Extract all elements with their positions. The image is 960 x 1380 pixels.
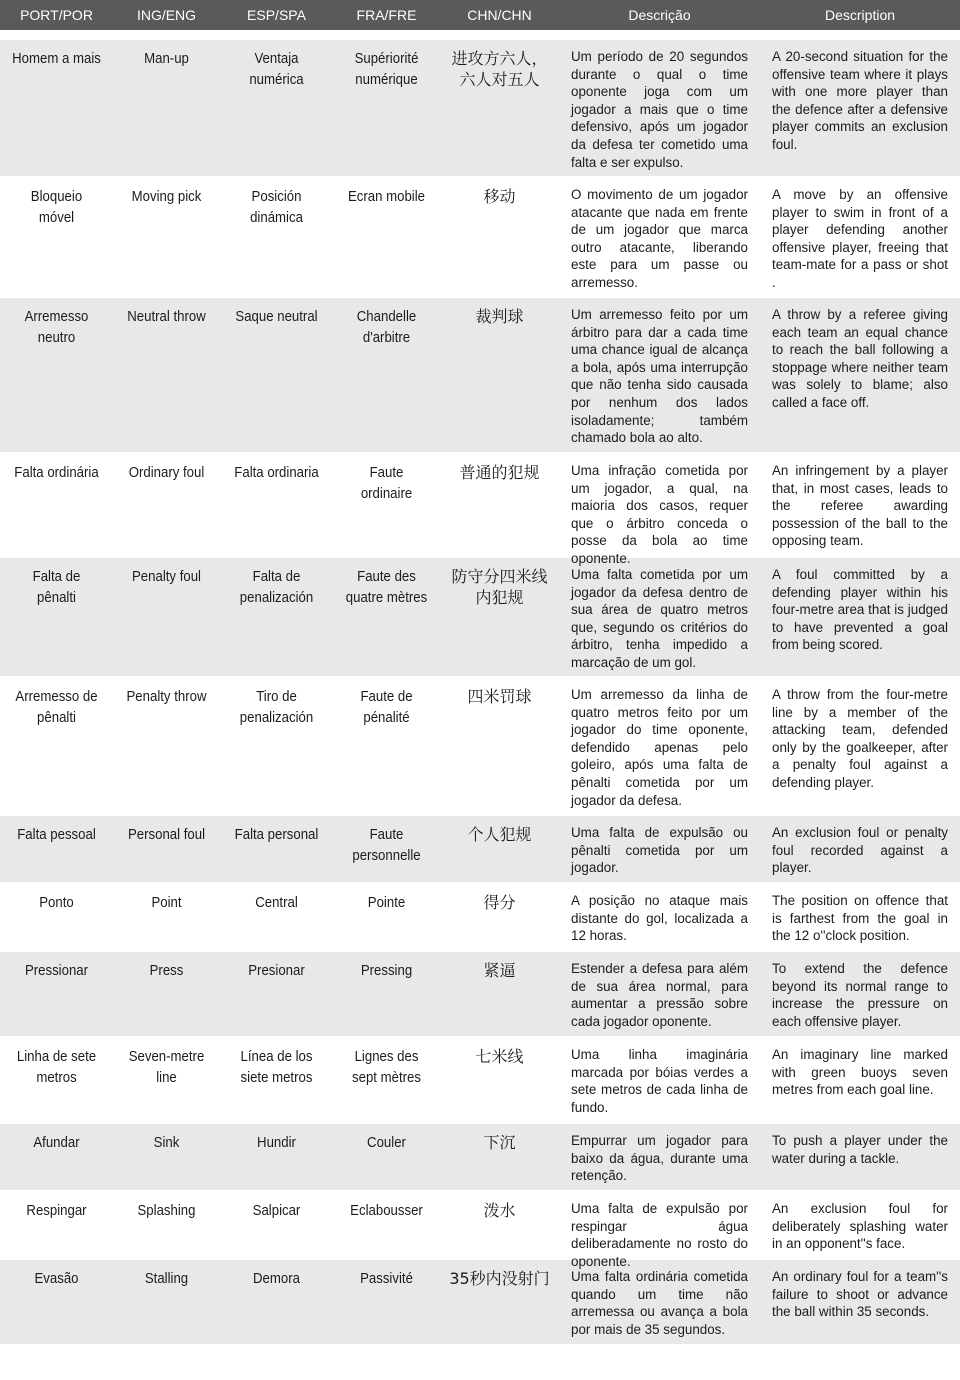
term-french: Faute personnelle	[352, 826, 421, 864]
header-port: PORT/POR	[20, 7, 93, 23]
term-french: Ecran mobile	[347, 188, 426, 205]
term-french: Faute de pénalité	[360, 688, 413, 726]
header-description: Description	[824, 7, 896, 23]
description-english: A move by an offensive player to swim in front of a player defending another offensive player, freeing that team-mate for a pass or shot .	[772, 187, 948, 290]
term-chinese: 裁判球	[475, 307, 524, 326]
term-portuguese: Falta de pênalti	[32, 568, 81, 606]
term-spanish: Ventaja numérica	[249, 50, 304, 88]
table-row	[0, 1192, 960, 1269]
term-portuguese: Afundar	[33, 1134, 80, 1151]
table-row	[0, 1260, 960, 1346]
term-french: Supériorité numérique	[354, 50, 419, 88]
term-spanish: Falta personal	[234, 826, 319, 843]
term-portuguese: Falta pessoal	[17, 826, 96, 843]
description-portuguese: Uma falta de expulsão por respingar água deliberadamente no rosto do oponente.	[571, 1201, 748, 1269]
term-spanish: Demora	[253, 1270, 300, 1287]
term-french: Chandelle d'arbitre	[356, 308, 417, 346]
term-french: Pointe	[367, 894, 406, 911]
description-portuguese: Uma falta cometida por um jogador da defesa dentro de sua área de quatro metros que, segundo os critérios do árbitro, tenha impedido a marcação de um gol.	[571, 567, 748, 670]
table-row	[0, 816, 960, 884]
description-english: An imaginary line marked with green buoys seven metres from each goal line.	[772, 1047, 948, 1098]
table-row	[0, 952, 960, 1038]
description-portuguese: Um arremesso da linha de quatro metros feito por um jogador do time oponente, defendido apenas pelo goleiro, após uma falta de pênalti cometida por um jogador da defesa.	[571, 687, 748, 808]
term-spanish: Hundir	[257, 1134, 296, 1151]
term-chinese: 得分	[483, 893, 516, 912]
term-french: Couler	[367, 1134, 406, 1151]
table-row	[0, 298, 960, 454]
term-spanish: Falta de penalización	[239, 568, 314, 606]
header-spa: ESP/SPA	[247, 7, 306, 23]
table-row	[0, 678, 960, 816]
term-french: Pressing	[360, 962, 413, 979]
term-spanish: Saque neutral	[235, 308, 318, 325]
term-chinese: 普通的犯规	[459, 463, 540, 482]
term-chinese: 四米罚球	[467, 687, 532, 706]
description-english: An infringement by a player that, in most cases, leads to the referee awarding possession of the ball to the opposing team.	[772, 463, 948, 549]
term-english: Stalling	[144, 1270, 189, 1287]
term-chinese: 进攻方六人，六人对五人	[451, 49, 548, 89]
term-portuguese: Evasão	[34, 1270, 79, 1287]
term-portuguese: Respingar	[26, 1202, 87, 1219]
term-portuguese: Bloqueio móvel	[30, 188, 83, 226]
term-french: Faute ordinaire	[360, 464, 413, 502]
term-chinese: 移动	[483, 187, 516, 206]
description-english: To extend the defence beyond its normal range to increase the pressure on each offensive player.	[772, 961, 948, 1029]
table-row	[0, 1124, 960, 1192]
description-portuguese: Uma falta de expulsão ou pênalti cometida por um jogador.	[571, 825, 748, 876]
description-portuguese: O movimento de um jogador atacante que nada em frente de um jogador que marca outro atacante, liberando este para um passe ou arremesso.	[571, 187, 748, 290]
term-english: Splashing	[137, 1202, 196, 1219]
term-spanish: Central	[255, 894, 298, 911]
term-spanish: Salpicar	[252, 1202, 301, 1219]
description-portuguese: Um arremesso feito por um árbitro para dar a cada time uma chance igual de alcança a bola, após uma interrupção que não tenha sido causada por nenhum dos lados isoladamente; também chamado bola ao alto.	[571, 307, 748, 446]
term-english: Point	[151, 894, 182, 911]
table-row	[0, 884, 960, 952]
term-chinese: 防守分四米线内犯规	[451, 567, 548, 607]
term-french: Faute des quatre mètres	[345, 568, 428, 606]
term-portuguese: Homem a mais	[12, 50, 101, 67]
term-portuguese: Arremesso de pênalti	[15, 688, 98, 726]
term-spanish: Presionar	[248, 962, 305, 979]
table-row	[0, 1038, 960, 1124]
description-portuguese: Uma infração cometida por um jogador, a qual, na maioria dos casos, requer que o árbitro conceda o posse da bola ao time oponente.	[571, 463, 748, 566]
header-fre: FRA/FRE	[356, 7, 417, 23]
term-english: Seven-metre line	[128, 1048, 205, 1086]
term-portuguese: Ponto	[39, 894, 74, 911]
term-spanish: Falta ordinaria	[234, 464, 319, 481]
table-row	[0, 454, 960, 566]
term-portuguese: Linha de sete metros	[16, 1048, 97, 1086]
header-descricao: Descrição	[628, 7, 691, 23]
term-english: Personal foul	[127, 826, 206, 843]
term-portuguese: Pressionar	[24, 962, 89, 979]
description-portuguese: A posição no ataque mais distante do gol, localizada a 12 horas.	[571, 893, 748, 944]
description-english: An exclusion foul or penalty foul recorded against a player.	[772, 825, 948, 876]
term-french: Eclabousser	[350, 1202, 423, 1219]
term-chinese: 紧逼	[483, 961, 516, 980]
description-english: A 20-second situation for the offensive team where it plays with one more player than the defence after a defensive player commits an exclusion foul.	[772, 49, 948, 152]
table-row	[0, 558, 960, 678]
term-portuguese: Arremesso neutro	[24, 308, 89, 346]
term-portuguese: Falta ordinária	[14, 464, 99, 481]
description-english: An exclusion foul for deliberately splashing water in an opponent''s face.	[772, 1201, 948, 1252]
term-chinese: 七米线	[475, 1047, 524, 1066]
term-english: Press	[149, 962, 184, 979]
term-chinese: 35秒内没射门	[449, 1269, 550, 1288]
term-english: Ordinary foul	[128, 464, 205, 481]
description-portuguese: Um período de 20 segundos durante o qual o time oponente joga com um jogador a mais que o time defensivo, após um jogador da defesa ter cometido uma falta e ser expulso.	[571, 49, 748, 170]
table-header	[0, 0, 960, 30]
term-french: Lignes des sept mètres	[352, 1048, 421, 1086]
header-eng: ING/ENG	[136, 7, 197, 23]
table-row	[0, 40, 960, 178]
description-english: The position on offence that is farthest from the goal in the 12 o''clock position.	[772, 893, 948, 944]
term-english: Man-up	[144, 50, 189, 67]
term-spanish: Tiro de penalización	[239, 688, 314, 726]
description-english: A foul committed by a defending player within his four-metre area that is judged to have prevented a goal from being scored.	[772, 567, 948, 653]
description-english: To push a player under the water during a tackle.	[772, 1133, 948, 1166]
term-chinese: 泼水	[483, 1201, 516, 1220]
term-english: Moving pick	[131, 188, 202, 205]
term-english: Penalty throw	[126, 688, 207, 705]
header-chn: CHN/CHN	[467, 7, 532, 23]
description-portuguese: Uma falta ordinária cometida quando um time não arremessa ou avança a bola por mais de 35 segundos.	[571, 1269, 748, 1337]
term-spanish: Línea de los siete metros	[240, 1048, 313, 1086]
term-chinese: 下沉	[483, 1133, 516, 1152]
term-chinese: 个人犯规	[467, 825, 532, 844]
description-portuguese: Uma linha imaginária marcada por bóias verdes a sete metros de cada linha de fundo.	[571, 1047, 748, 1115]
description-portuguese: Estender a defesa para além de sua área normal, para aumentar a pressão sobre cada jogador oponente.	[571, 961, 748, 1029]
description-english: A throw from the four-metre line by a member of the attacking team, defended only by the goalkeeper, after a penalty foul against a defending player.	[772, 687, 948, 790]
table-row	[0, 178, 960, 298]
table-body	[0, 40, 960, 1346]
term-english: Sink	[153, 1134, 180, 1151]
term-spanish: Posición dinámica	[250, 188, 303, 226]
term-english: Neutral throw	[127, 308, 206, 325]
description-english: An ordinary foul for a team''s failure to shoot or advance the ball within 35 seconds.	[772, 1269, 948, 1320]
term-french: Passivité	[360, 1270, 413, 1287]
description-english: A throw by a referee giving each team an equal chance to reach the ball following a stoppage where neither team was solely to blame; also called a face off.	[772, 307, 948, 410]
description-portuguese: Empurrar um jogador para baixo da água, durante uma retenção.	[571, 1133, 748, 1184]
term-english: Penalty foul	[132, 568, 201, 585]
